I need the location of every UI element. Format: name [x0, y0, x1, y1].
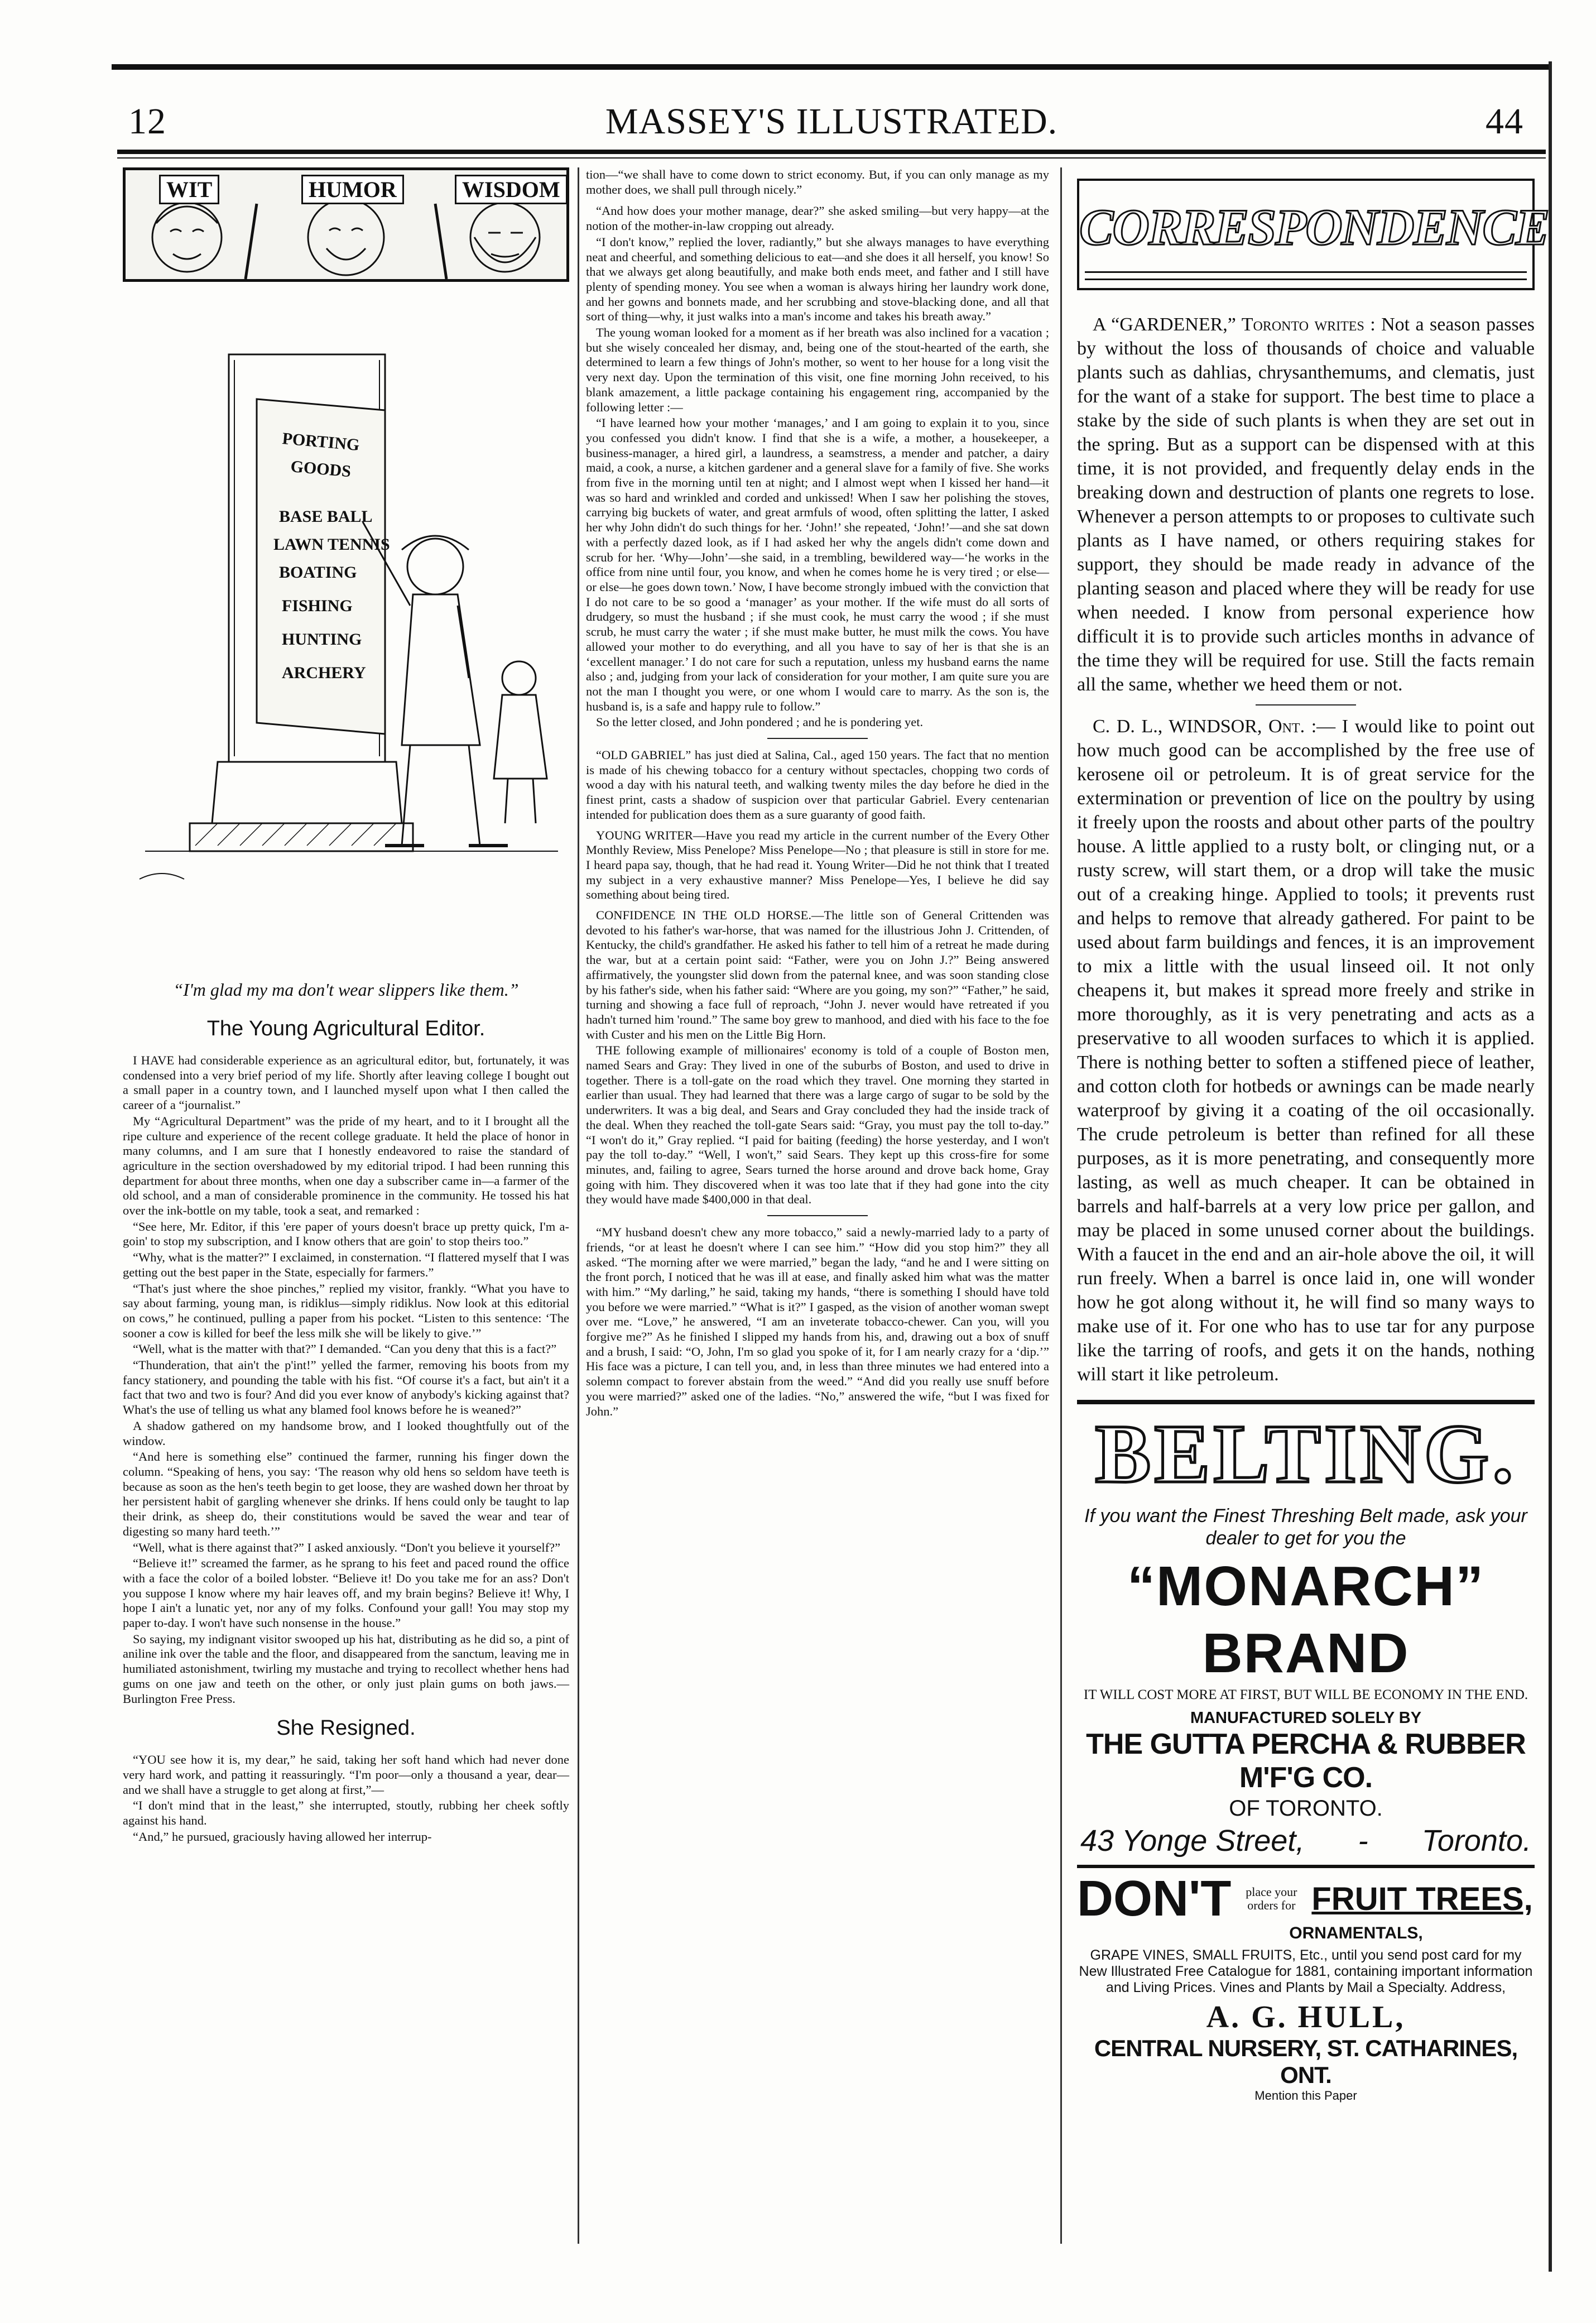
column-left [123, 167, 569, 1845]
poster-line-8: ARCHERY [282, 664, 366, 682]
letter-paragraph: “I have learned how your mother ‘manages,’ and I am going to explain it to you, since you confessed you didn't know. I find that she is a wife, a mother, a housekeeper, a business-manager, a hired girl, a laundress, a seamstress, a mender and patcher, a dairy maid, a cook, a nurse, a kitchen gardener and a general slave for a family of five. She works from five in the morning until ten at night; and I almost wept when I kissed her hand—it was so hard and wrinkled and corded and unkissed! When I saw her polishing the stoves, carrying big buckets of water, and great armfuls of wood, often splitting the latter, I asked her why John didn't do such things for her. ‘John!’ she repeated, ‘John!’—and she sat down with a perfectly dazed look, as if I had asked her why the angels didn't come down and scrub for her. ‘Why—John’—she said, in a trembling, bewildered way—‘he works in the office from nine until four, you know, and when he comes home he is very tired ; or else—or else—he goes down town.’ Now, I have become strongly imbued with the conviction that I do not care to be so good a ‘manager’ as your mother. If the wife must do all sorts of drudgery, so must the husband ; if she must cook, he must carry the wood ; if she must scrub, he must carry the water ; if she must make butter, he must milk the cows. You have allowed your mother to do everything, and all you have to say of her is that she is an ‘excellent manager.’ I do not care for such a reputation, unless my husband earns the name also ; and, judging from your lack of consideration for your mother, I am quite sure you are not the man I thought you were, or one whom I would care to marry. As the son is, the husband is, is a safe and happy rule to follow.” [586, 416, 1049, 713]
belting-headline: BELTING. [1095, 1408, 1517, 1500]
poster-line-5: BOATING [279, 563, 357, 582]
belting-cost-note: IT WILL COST MORE AT FIRST, BUT WILL BE ECONOMY IN THE END. [1083, 1687, 1528, 1702]
poster-line-2: GOODS [290, 457, 352, 481]
belting-advert [1077, 1407, 1535, 1859]
company-city: OF TORONTO. [1229, 1796, 1383, 1821]
young-editor-paragraph: A shadow gathered on my handsome brow, and I looked thoughtfully out of the window. [123, 1418, 569, 1448]
column-divider-2 [1060, 167, 1062, 2244]
advert-divider [1077, 1865, 1535, 1868]
column-right [1077, 167, 1549, 2103]
correspondence-banner [1077, 179, 1549, 290]
old-horse-paragraph: CONFIDENCE IN THE OLD HORSE.—The little son of General Crittenden was devoted to his father's war-horse, that was named for the illustrious John J. Crittenden, of Kentucky, the child's grandfather. He asked his father to tell him of a retreat he made during the war, but at a certain point said: “Father, were you on John J.?” Being answered affirmatively, the youngster slid down from the paternal knee, and was soon standing close by his father's side, when his father said: “Where are you going, my son?” “Father,” he said, turning and showing a face full of reproach, “John J. never would have retreated if you hadn't turned him 'round.” The same boy grew to manhood, and died with his face to the foe with Custer and his men on the Little Big Horn. [586, 908, 1049, 1041]
young-editor-paragraph: My “Agricultural Department” was the pride of my heart, and to it I brought all the ripe culture and experience of the recent college graduate. It held the place of honor in many columns, and I am sure that I honestly endeavored to raise the standard of agriculture in the section overshadowed by my editorial tripod. I had been running this department for about three months, when one day a subscriber came in—a farmer of the old school, and a man of considerable prominence in the community. He tossed his hat over the ink-bottle on my table, took a seat, and remarked : [123, 1113, 569, 1218]
poster-line-6: FISHING [282, 597, 353, 615]
wisdom-label: WISDOM [455, 175, 568, 204]
street-address: 43 Yonge Street, [1080, 1824, 1305, 1858]
ornamentals-label: ORNAMENTALS, [1289, 1924, 1423, 1942]
monarch-brand: “MONARCH” BRAND [1127, 1555, 1485, 1684]
dont-row [1077, 1871, 1535, 1927]
gardener-letter [1077, 313, 1535, 697]
engraving-illustration [123, 287, 569, 968]
header-rule-thin [117, 157, 1546, 159]
wit-label: WIT [159, 175, 219, 204]
advert-top-rule [1077, 1400, 1535, 1404]
page-number-left: 12 [128, 101, 166, 142]
young-editor-paragraph: “And here is something else” continued the farmer, running his finger down the column. “Speaking of hens, you say: ‘The reason why old hens so seldom have teeth is because as soon as the hen's teeth begin to get loose, they are washed down her throat by her persistent habit of gargling whenever she drinks. If hens could only be taught to lap their drink, as sheep do, their constitutions would be saved the wear and tear of digesting so many hard teeth.’” [123, 1450, 569, 1538]
young-editor-paragraph: So saying, my indignant visitor swooped up his hat, distributing as he did so, a pint of aniline ink over the table and the floor, and disappeared from the sanctum, leaving me in humiliated astonishment, twirling my mustache and trying to recollect whether hens had gums on one jaw and teeth on the other, or only just plain gums on both jaws.—Burlington Free Press. [123, 1631, 569, 1706]
old-gabriel-paragraph: “OLD GABRIEL” has just died at Salina, Cal., aged 150 years. The fact that no mention is made of his chewing tobacco for a century without spectacles, chopping two cords of wood a day with his natural teeth, and walking twenty miles the day before he died in the finest print, casts a shadow of suspicion over that particular Gabriel. Every centenarian intended for publication does them as a sure guaranty of good faith. [586, 748, 1049, 822]
gardener-text: Not a season passes by without the loss of thousands of choice and valuable plants such as dahlias, chrysanthemums, and clematis, just for the want of a stake for support. The best time to place a stake by the side of such plants is when they are set out in the spring. But as a support can be dispensed with at this time, it is not provided, and frequently delay ends in the breaking down and destruction of plants one regrets to lose. Whenever a person attempts to or proposes to cultivate such plants as I have named, or others requiring stakes for support, they should be made ready in advance of the planting season and placed where they will be ready for use when needed. I know from personal experience how difficult it is to provide such articles months in advance of the time they will be required for use. Still the facts remain all the same, whether we heed them or not. [1077, 314, 1535, 695]
story-paragraph: “And how does your mother manage, dear?” she asked smiling—but very happy—at the notion of the mother-in-law cropping out already. [586, 204, 1049, 233]
young-editor-paragraph: “That's just where the shoe pinches,” replied my visitor, frankly. “What you have to say about farming, young man, is ridiklus—simply ridiklus. Now look at this editorial on cows,” he continued, pulling a paper from his pocket. “Listen to this sentence: ‘The sooner a cow is killed for beef the less milk she will be likely to give.’” [123, 1281, 569, 1340]
young-editor-paragraph: “Well, what is there against that?” I asked anxiously. “Don't you believe it yourself?” [133, 1540, 561, 1554]
column-divider-1 [578, 167, 579, 2244]
story-paragraph: “I don't know,” replied the lover, radiantly,” but she always manages to have everything neat and cheerful, and something delicious to eat—and she does it all herself, you know! So that we always get along beautifully, and make both ends meet, and father and I still have plenty of spending money. You see when a woman is always hiring her laundry work done, and her gowns and bonnets made, and her scrubbing and stove-blacking done, and all that sort of thing—why, it just walks into a man's income and takes his breath away.” [586, 234, 1049, 324]
young-editor-paragraph: “Believe it!” screamed the farmer, as he sprang to his feet and paced round the office with a face the color of a boiled lobster. “Believe it! Do you take me for an ass? Don't you suppose I know where my hair leaves off, and my brain begins? Believe it! Why, I hope I ain't a lunatic yet, nor any of my folks. Confound your gall! You may stop my paper to-day. I won't have such nonsense in the house.” [123, 1556, 569, 1630]
she-resigned-body [123, 1753, 569, 1844]
header-rule [117, 150, 1546, 154]
young-editor-paragraph: “Well, what is the matter with that?” I demanded. “Can you deny that this is a fact?” [133, 1342, 557, 1356]
page-number-right: 44 [1486, 101, 1523, 142]
poster-line-7: HUNTING [282, 630, 362, 649]
she-resigned-paragraph: “YOU see how it is, my dear,” he said, taking her soft hand which had never done very hard work, and patting it reassuringly. “I'm poor—only a thousand a year, dear—and we shall have a struggle to get along at first,”— [123, 1753, 569, 1797]
company-address [1077, 1822, 1535, 1859]
she-resigned-title: She Resigned. [276, 1716, 416, 1740]
section-divider [767, 1215, 868, 1216]
page-header [117, 95, 1546, 145]
poster-line-1: PORTING [281, 429, 360, 455]
banner-underline [1085, 271, 1527, 280]
section-divider [1256, 704, 1356, 705]
young-editor-title: The Young Agricultural Editor. [206, 1017, 485, 1040]
story-continuation: tion—“we shall have to come down to strict economy. But, if you can only manage as my mother does, we shall pull through nicely.” [586, 167, 1049, 196]
cdl-text: I would like to point out how much good can be accomplished by the free use of kerosene oil or petroleum. It is of great service for the extermination or prevention of lice on the poultry by using it freely upon the roosts and about other parts of the poultry house. A little applied to a rusty bolt, or clinging nut, or a rusty screw, will start them, or a drop will take the music out of a creaking hinge. Applied to tools; it prevents rust and helps to remove that already gathered. For paint to be used about farm buildings and fences, it is an improvement to mix a little with the usual linseed oil. It not only cheapens it, but makes it spread more freely and strike in more thoroughly, as it is very penetrating and acts as a preservative to all wooden surfaces to which it is applied. There is nothing better to soften a stiffened piece of leather, and cotton cloth for hotbeds or awnings can be made nearly waterproof by giving it a coating of the oil occasionally. The crude petroleum is better than refined for all these purposes, as it is more penetrating, and consequently more lasting, as well as much cheaper. It can be obtained in barrels and half-barrels at a very low price per gallon, and may be placed in some unused corner about the buildings. With a faucet in the end and an air-hole above the oil, it will run freely. When a barrel is once laid in, one will wonder how he got along without it, he will find so many ways to make use of it. For one who has to use tar for any purpose like the tarring of roofs, and gets it on the hands, nothing will start it like petroleum. [1077, 716, 1535, 1385]
fruit-trees-headline: FRUIT TREES, [1311, 1880, 1533, 1917]
millionaires-paragraph: THE following example of millionaires' economy is told of a couple of Boston men, named Sears and Gray: They lived in one of the suburbs of Boston, and used to drive in together. There is a toll-gate on the road which they travel. One morning they started in earlier than usual. They had learned that there was a large cargo of sugar to be sold by the underwriters. It was a big deal, and Sears and Gray concluded they had the inside track of the deal. When they reached the toll-gate Sears said: “Gray, you must pay the toll to-day.” “I won't do it,” Gray replied. “I paid for baiting (feeding) the horse yesterday, and I won't pay the toll to-day.” “Well, I won't,” said Sears. They kept up this cross-fire for some minutes, and, failing to agree, Sears turned the horse around and drove back home, Gray going with him. They discovered when it was too late that if they had gone into the city they would have made $400,000 in that deal. [586, 1043, 1049, 1207]
belting-tagline: If you want the Finest Threshing Belt made, ask your dealer to get for you the [1084, 1505, 1527, 1549]
nursery-owner: A. G. HULL, [1206, 2000, 1406, 2034]
place-orders-text: place your orders for [1246, 1885, 1297, 1912]
column-middle [586, 167, 1049, 1420]
correspondence-title: CORRESPONDENCE [1079, 199, 1549, 256]
story-paragraph: So the letter closed, and John pondered ; and he is pondering yet. [596, 715, 924, 729]
boy-poster-illustration [123, 287, 569, 968]
cdl-letter [1077, 714, 1535, 1386]
nursery-name: CENTRAL NURSERY, ST. CATHARINES, ONT. [1094, 2035, 1518, 2088]
humor-label: HUMOR [301, 175, 404, 204]
dont-headline: DON'T [1077, 1871, 1232, 1927]
nursery-body: GRAPE VINES, SMALL FRUITS, Etc., until you send post card for my New Illustrated Free Catalogue for 1881, containing important information and Living Prices. Vines and Plants by Mail a Specialty. Address, [1079, 1947, 1533, 1995]
she-resigned-paragraph: “And,” he pursued, graciously having allowed her interrup- [133, 1829, 432, 1844]
section-divider [767, 738, 868, 739]
mention-paper: Mention this Paper [1254, 2089, 1357, 2103]
address-dash: - [1358, 1824, 1368, 1858]
she-resigned-paragraph: “I don't mind that in the least,” she interrupted, stoutly, rubbing her cheek softly against his hand. [123, 1798, 569, 1828]
manufactured-by: MANUFACTURED SOLELY BY [1190, 1709, 1422, 1727]
snuff-paragraph: “MY husband doesn't chew any more tobacco,” said a newly-married lady to a party of friends, “or at least he doesn't where I can see him.” “How did you stop him?” they all asked. “The morning after we were married,” began the lady, “and he and I were sitting on the front porch, I noticed that he was ill at ease, and finally asked him what was the matter with him.” “My darling,” he said, taking my hands, “there is something I should have told you before we were married.” “What is it?” I gasped, as the vision of another woman swept over me. “Love,” he answered, “I am an inveterate tobacco-chewer. Can you, will you forgive me?” As he finished I slipped my hands from his, and, drawing out a box of snuff and a brush, I said: “O, John, I'm so glad you spoke of it, for I am nearly crazy for a ‘dip.’” His face was a picture, I can tell you, and, in less than three minutes we had entered into a solemn compact to forever abstain from the weed.” “And did you really use snuff before you were married?” asked one of the ladies. “No,” answered the wife, “but I was fixed for John.” [586, 1225, 1049, 1418]
story-paragraph: The young woman looked for a moment as if her breath was also inclined for a vacation ; but she wisely concealed her dismay, and, being one of the stout-hearted of the earth, she determined to learn a few things of John's mother, so went to her house for a long visit the very next day. Upon the termination of this visit, one fine morning John received, to his blank amazement, a little package containing his engagement ring, accompanied by the following letter :— [586, 325, 1049, 414]
nursery-advert [1077, 1871, 1535, 2103]
illustration-caption: “I'm glad my ma don't wear slippers like them.” [173, 980, 519, 1000]
poster-line-3: BASE BALL [279, 507, 373, 526]
young-writer-paragraph: YOUNG WRITER—Have you read my article in the current number of the Every Other Monthly Review, Miss Penelope? Miss Penelope—No ; that pleasure is still in store for me. I heard papa say, though, that he had read it. Young Writer—Did he not think that I treated my subject in a very exhaustive manner? Miss Penelope—Yes, I believe he did say something about being tired. [586, 828, 1049, 902]
young-editor-paragraph: I HAVE had considerable experience as an agricultural editor, but, fortunately, it was condensed into a very brief period of my life. Shortly after leaving college I bought out a small paper in a country town, and I launched myself upon what I then called the career of a “journalist.” [123, 1053, 569, 1112]
wit-humor-wisdom-banner [123, 167, 569, 282]
gardener-intro: A “GARDENER,” Toronto writes : [1093, 314, 1376, 335]
masthead-title: MASSEY'S ILLUSTRATED. [605, 101, 1058, 142]
page-frame-right [1549, 61, 1552, 2272]
company-name: THE GUTTA PERCHA & RUBBER M'F'G CO. [1086, 1728, 1526, 1794]
young-editor-paragraph: “Why, what is the matter?” I exclaimed, in consternation. “I flattered myself that I was getting out the best paper in the State, especially for farmers.” [123, 1250, 569, 1279]
cdl-intro: C. D. L., WINDSOR, Ont. :— [1093, 716, 1336, 737]
young-editor-paragraph: “See here, Mr. Editor, if this 'ere paper of yours doesn't brace up pretty quick, I'm a-goin' to stop my subscription, and I know others that are goin' to stop theirs too.” [123, 1219, 569, 1249]
address-city: Toronto. [1421, 1824, 1531, 1858]
young-editor-body [123, 1053, 569, 1706]
young-editor-paragraph: “Thunderation, that ain't the p'int!” yelled the farmer, removing his boots from my fancy stationery, and pounding the table with his fist. “Of course it's a fact, but ain't it a fact that two and two is four? And did you ever know of anybody's kicking against that? What's the use of telling us what any blamed fool knows before he is weaned?” [123, 1358, 569, 1417]
poster-line-4: LAWN TENNIS [273, 535, 390, 554]
page-frame-top [112, 64, 1551, 70]
